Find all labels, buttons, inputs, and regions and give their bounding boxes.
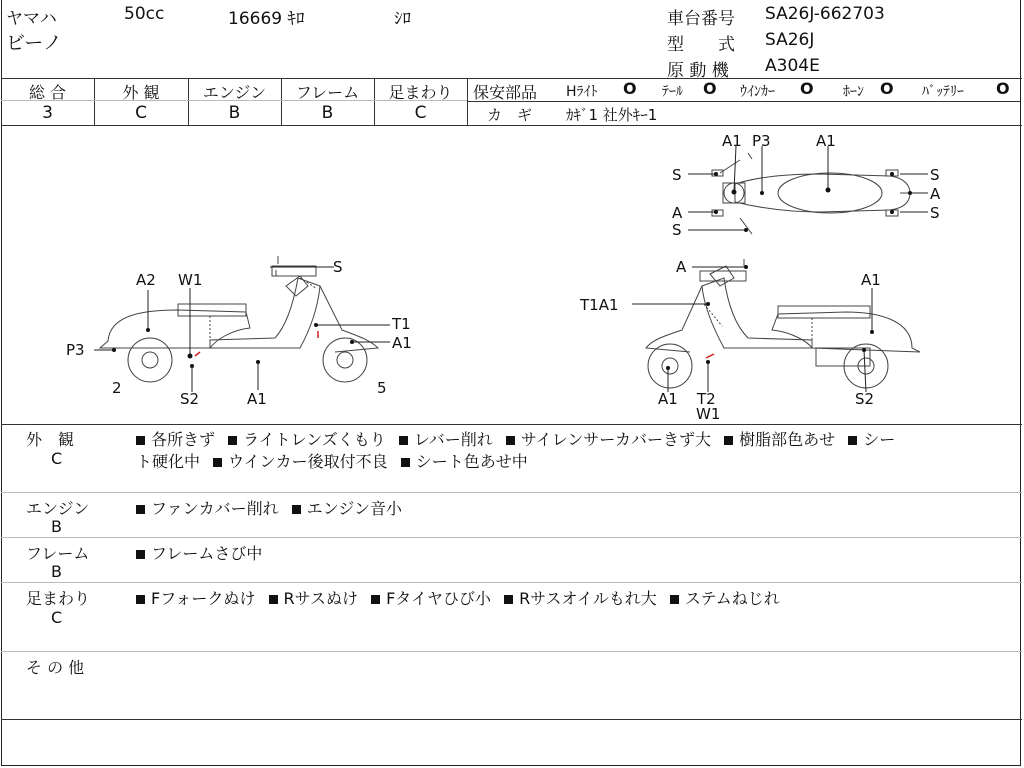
label-s: S (672, 221, 682, 239)
bullet-icon (371, 595, 380, 604)
divider (1, 424, 1022, 425)
divider (1, 492, 1022, 493)
horn-label: ﾎｰﾝ (843, 84, 864, 100)
label-s2: S2 (180, 390, 200, 408)
remark-suspension-label: 足まわり (26, 589, 91, 608)
body-color: ｼﾛ (394, 9, 411, 29)
label-s: S (930, 166, 940, 184)
remark-engine-grade: B (51, 517, 62, 536)
scooter-top-view (712, 153, 912, 234)
label-s: S (930, 204, 940, 222)
bullet-icon (504, 595, 513, 604)
remark-frame-items (136, 541, 262, 564)
label-t1a1: T1A1 (580, 296, 619, 314)
battery-mark: O (996, 79, 1010, 98)
bullet-icon (213, 458, 222, 467)
label-s2: S2 (855, 390, 875, 408)
remark-exterior-grade: C (51, 449, 63, 468)
key-label: カ ギ (487, 106, 533, 124)
bullet-icon (670, 595, 679, 604)
remark-item: シー (863, 430, 896, 449)
remark-other-label: そ の 他 (26, 658, 85, 677)
type-value: SA26J (765, 30, 815, 50)
headlight-mark: O (623, 79, 637, 98)
remark-item: Fフォークぬけ (151, 589, 256, 608)
remark-exterior-label: 外 観 (26, 430, 75, 449)
bullet-icon (136, 505, 145, 514)
bullet-icon (136, 550, 145, 559)
bullet-icon (269, 595, 278, 604)
divider (467, 101, 1021, 102)
remark-item: ライトレンズくもり (243, 430, 386, 449)
horn-mark: O (880, 79, 894, 98)
label-p3: P3 (66, 341, 85, 359)
remark-suspension-grade: C (51, 608, 63, 627)
headlight-label: Hﾗｲﾄ (566, 84, 598, 100)
label-a1-bottom: A1 (247, 390, 267, 408)
exterior-grade: C (135, 103, 147, 123)
frame-no-label: 車台番号 (667, 9, 735, 29)
remark-item: フレームさび中 (151, 544, 263, 563)
bullet-icon (724, 436, 733, 445)
label-a: A (930, 185, 941, 203)
label-w1: W1 (178, 271, 203, 289)
bullet-icon (292, 505, 301, 514)
overall-label: 総 合 (28, 83, 67, 102)
remark-item: シート色あせ中 (415, 452, 528, 471)
divider (1, 651, 1022, 652)
divider (1, 537, 1022, 538)
label-a1-bottom: A1 (658, 390, 678, 408)
bullet-icon (401, 458, 410, 467)
remark-exterior-line1 (136, 427, 895, 450)
label-t1: T1 (392, 315, 411, 333)
label-a1: A1 (392, 334, 412, 352)
remark-engine-items (136, 496, 402, 519)
label-a1: A1 (722, 132, 742, 150)
remark-exterior-line2 (136, 449, 528, 472)
remark-item: Rサスオイルもれ大 (519, 589, 657, 608)
taillight-mark: O (703, 79, 717, 98)
mileage: 16669 ｷﾛ (228, 9, 305, 29)
bullet-icon (848, 436, 857, 445)
engine-label: エンジン (202, 83, 267, 102)
bullet-icon (136, 436, 145, 445)
winker-label: ｳｲﾝｶｰ (740, 84, 775, 100)
remark-item: ト硬化中 (136, 452, 201, 471)
label-2: 2 (112, 379, 122, 397)
remark-item: サイレンサーカバーきず大 (520, 430, 711, 449)
remark-item: ステムねじれ (684, 589, 780, 608)
label-5: 5 (377, 379, 387, 397)
label-w1: W1 (696, 405, 721, 423)
safety-label: 保安部品 (473, 83, 538, 102)
remark-item: 各所きず (151, 430, 216, 449)
label-p3: P3 (752, 132, 771, 150)
remark-item: Rサスぬけ (283, 589, 358, 608)
remark-item: Fタイヤひび小 (386, 589, 491, 608)
battery-label: ﾊﾞｯﾃﾘｰ (922, 84, 964, 100)
model-name: ビーノ (6, 32, 62, 54)
remark-item: エンジン音小 (306, 499, 402, 518)
frame-label: フレーム (295, 83, 360, 102)
exterior-label: 外 観 (122, 83, 160, 102)
label-a2: A2 (136, 271, 156, 289)
remark-item: ファンカバー削れ (151, 499, 279, 518)
label-s: S (333, 258, 343, 276)
engine-type: A304E (765, 56, 820, 76)
maker-name: ヤマハ (6, 9, 57, 29)
label-a1: A1 (861, 271, 881, 289)
suspension-label: 足まわり (388, 83, 453, 102)
label-t2: T2 (697, 390, 716, 408)
winker-mark: O (800, 79, 814, 98)
label-a: A (676, 258, 687, 276)
type-label: 型 式 (667, 35, 735, 55)
bullet-icon (399, 436, 408, 445)
remark-item: レバー削れ (413, 430, 493, 449)
bullet-icon (136, 595, 145, 604)
bullet-icon (506, 436, 515, 445)
divider (1, 78, 1022, 79)
divider (1, 582, 1022, 583)
overall-grade: 3 (42, 103, 53, 123)
label-s: S (672, 166, 682, 184)
key-value: ｶｷﾞ1 社外ｷｰ1 (566, 106, 658, 124)
suspension-grade: C (414, 103, 427, 123)
displacement: 50cc (124, 4, 165, 24)
label-a1: A1 (816, 132, 836, 150)
engine-grade: B (228, 103, 241, 123)
frame-grade: B (321, 103, 334, 123)
engine-type-label: 原 動 機 (667, 61, 729, 81)
remark-item: 樹脂部色あせ (739, 430, 836, 449)
remark-frame-grade: B (51, 562, 62, 581)
remark-engine-label: エンジン (26, 499, 90, 518)
remark-frame-label: フレーム (26, 544, 90, 563)
taillight-label: ﾃｰﾙ (662, 84, 683, 100)
remark-item: ウインカー後取付不良 (228, 452, 388, 471)
frame-no: SA26J-662703 (765, 4, 885, 24)
label-a: A (672, 204, 683, 222)
bullet-icon (228, 436, 237, 445)
divider (1, 719, 1022, 720)
remark-suspension-items (136, 586, 780, 609)
